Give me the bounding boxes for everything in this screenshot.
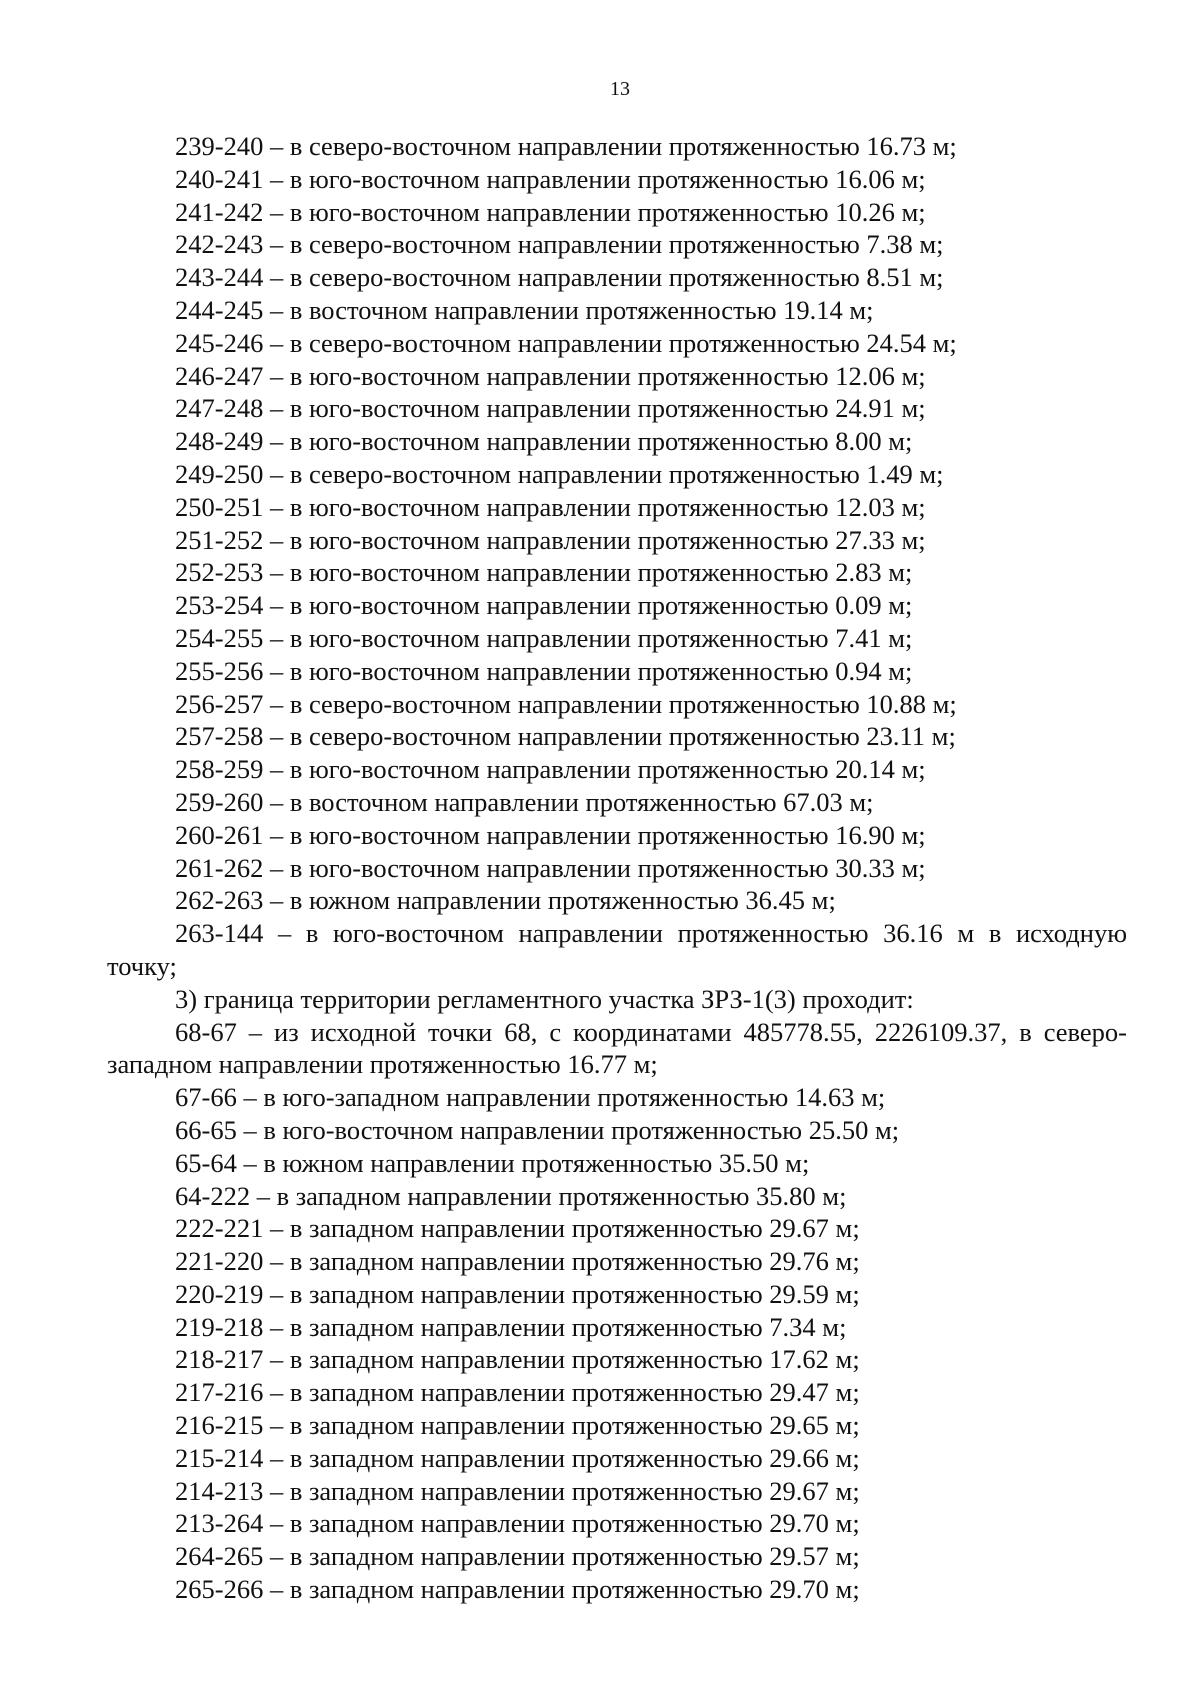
boundary-line: 222-221 – в западном направлении протяженностью 29.67 м; [175, 1213, 860, 1244]
boundary-line: 220-219 – в западном направлении протяженностью 29.59 м; [175, 1278, 860, 1309]
boundary-line: 213-264 – в западном направлении протяженностью 29.70 м; [175, 1508, 860, 1539]
boundary-line: 66-65 – в юго-восточном направлении протяженностью 25.50 м; [175, 1114, 900, 1145]
boundary-line: 67-66 – в юго-западном направлении протяженностью 14.63 м; [175, 1082, 886, 1113]
boundary-line: 260-261 – в юго-восточном направлении протяженностью 16.90 м; [175, 819, 926, 850]
boundary-line: 247-248 – в юго-восточном направлении протяженностью 24.91 м; [175, 393, 926, 424]
boundary-line: 246-247 – в юго-восточном направлении протяженностью 12.06 м; [175, 360, 926, 391]
boundary-line: 221-220 – в западном направлении протяженностью 29.76 м; [175, 1246, 860, 1277]
boundary-line: 252-253 – в юго-восточном направлении протяженностью 2.83 м; [175, 557, 913, 588]
section-heading: 3) граница территории регламентного участка ЗРЗ-1(3) проходит: [175, 983, 914, 1014]
boundary-line: 265-266 – в западном направлении протяженностью 29.70 м; [175, 1574, 860, 1605]
boundary-line: 249-250 – в северо-восточном направлении протяженностью 1.49 м; [175, 458, 944, 489]
boundary-line: 261-262 – в юго-восточном направлении протяженностью 30.33 м; [175, 852, 926, 883]
boundary-line: 242-243 – в северо-восточном направлении протяженностью 7.38 м; [175, 229, 944, 260]
boundary-line: 64-222 – в западном направлении протяженностью 35.80 м; [175, 1180, 847, 1211]
document-body [107, 130, 1127, 1606]
boundary-line: 218-217 – в западном направлении протяженностью 17.62 м; [175, 1344, 860, 1375]
boundary-line: 219-218 – в западном направлении протяженностью 7.34 м; [175, 1311, 847, 1342]
boundary-line: 259-260 – в восточном направлении протяженностью 67.03 м; [175, 786, 874, 817]
boundary-line: 243-244 – в северо-восточном направлении протяженностью 8.51 м; [175, 262, 944, 293]
boundary-line: 256-257 – в северо-восточном направлении протяженностью 10.88 м; [175, 688, 957, 719]
boundary-line: 217-216 – в западном направлении протяженностью 29.47 м; [175, 1377, 860, 1408]
boundary-line: 214-213 – в западном направлении протяженностью 29.67 м; [175, 1475, 860, 1506]
boundary-line: 264-265 – в западном направлении протяженностью 29.57 м; [175, 1541, 860, 1572]
boundary-line: 216-215 – в западном направлении протяженностью 29.65 м; [175, 1410, 860, 1441]
boundary-line: 254-255 – в юго-восточном направлении протяженностью 7.41 м; [175, 622, 913, 653]
boundary-line: 258-259 – в юго-восточном направлении протяженностью 20.14 м; [175, 754, 926, 785]
boundary-paragraph-start: 68-67 – из исходной точки 68, с координатами 485778.55, 2226109.37, в северо-западном направлении протяженностью 16.77 м; [107, 1016, 1127, 1080]
boundary-line: 241-242 – в юго-восточном направлении протяженностью 10.26 м; [175, 196, 926, 227]
boundary-line: 251-252 – в юго-восточном направлении протяженностью 27.33 м; [175, 524, 926, 555]
boundary-paragraph-final: 263-144 – в юго-восточном направлении протяженностью 36.16 м в исходную точку; [107, 918, 1127, 981]
boundary-line: 250-251 – в юго-восточном направлении протяженностью 12.03 м; [175, 491, 926, 522]
boundary-line: 244-245 – в восточном направлении протяженностью 19.14 м; [175, 294, 874, 325]
boundary-line: 248-249 – в юго-восточном направлении протяженностью 8.00 м; [175, 426, 913, 457]
boundary-line: 262-263 – в южном направлении протяженностью 36.45 м; [175, 885, 836, 916]
boundary-line: 257-258 – в северо-восточном направлении протяженностью 23.11 м; [175, 721, 956, 752]
boundary-line: 215-214 – в западном направлении протяженностью 29.66 м; [175, 1442, 860, 1473]
boundary-line: 255-256 – в юго-восточном направлении протяженностью 0.94 м; [175, 655, 913, 686]
boundary-line: 253-254 – в юго-восточном направлении протяженностью 0.09 м; [175, 590, 913, 621]
boundary-line: 245-246 – в северо-восточном направлении протяженностью 24.54 м; [175, 327, 957, 358]
boundary-line: 239-240 – в северо-восточном направлении протяженностью 16.73 м; [175, 131, 957, 161]
page-number: 13 [610, 78, 630, 100]
boundary-line: 65-64 – в южном направлении протяженностью 35.50 м; [175, 1147, 810, 1178]
boundary-line: 240-241 – в юго-восточном направлении протяженностью 16.06 м; [175, 163, 926, 194]
